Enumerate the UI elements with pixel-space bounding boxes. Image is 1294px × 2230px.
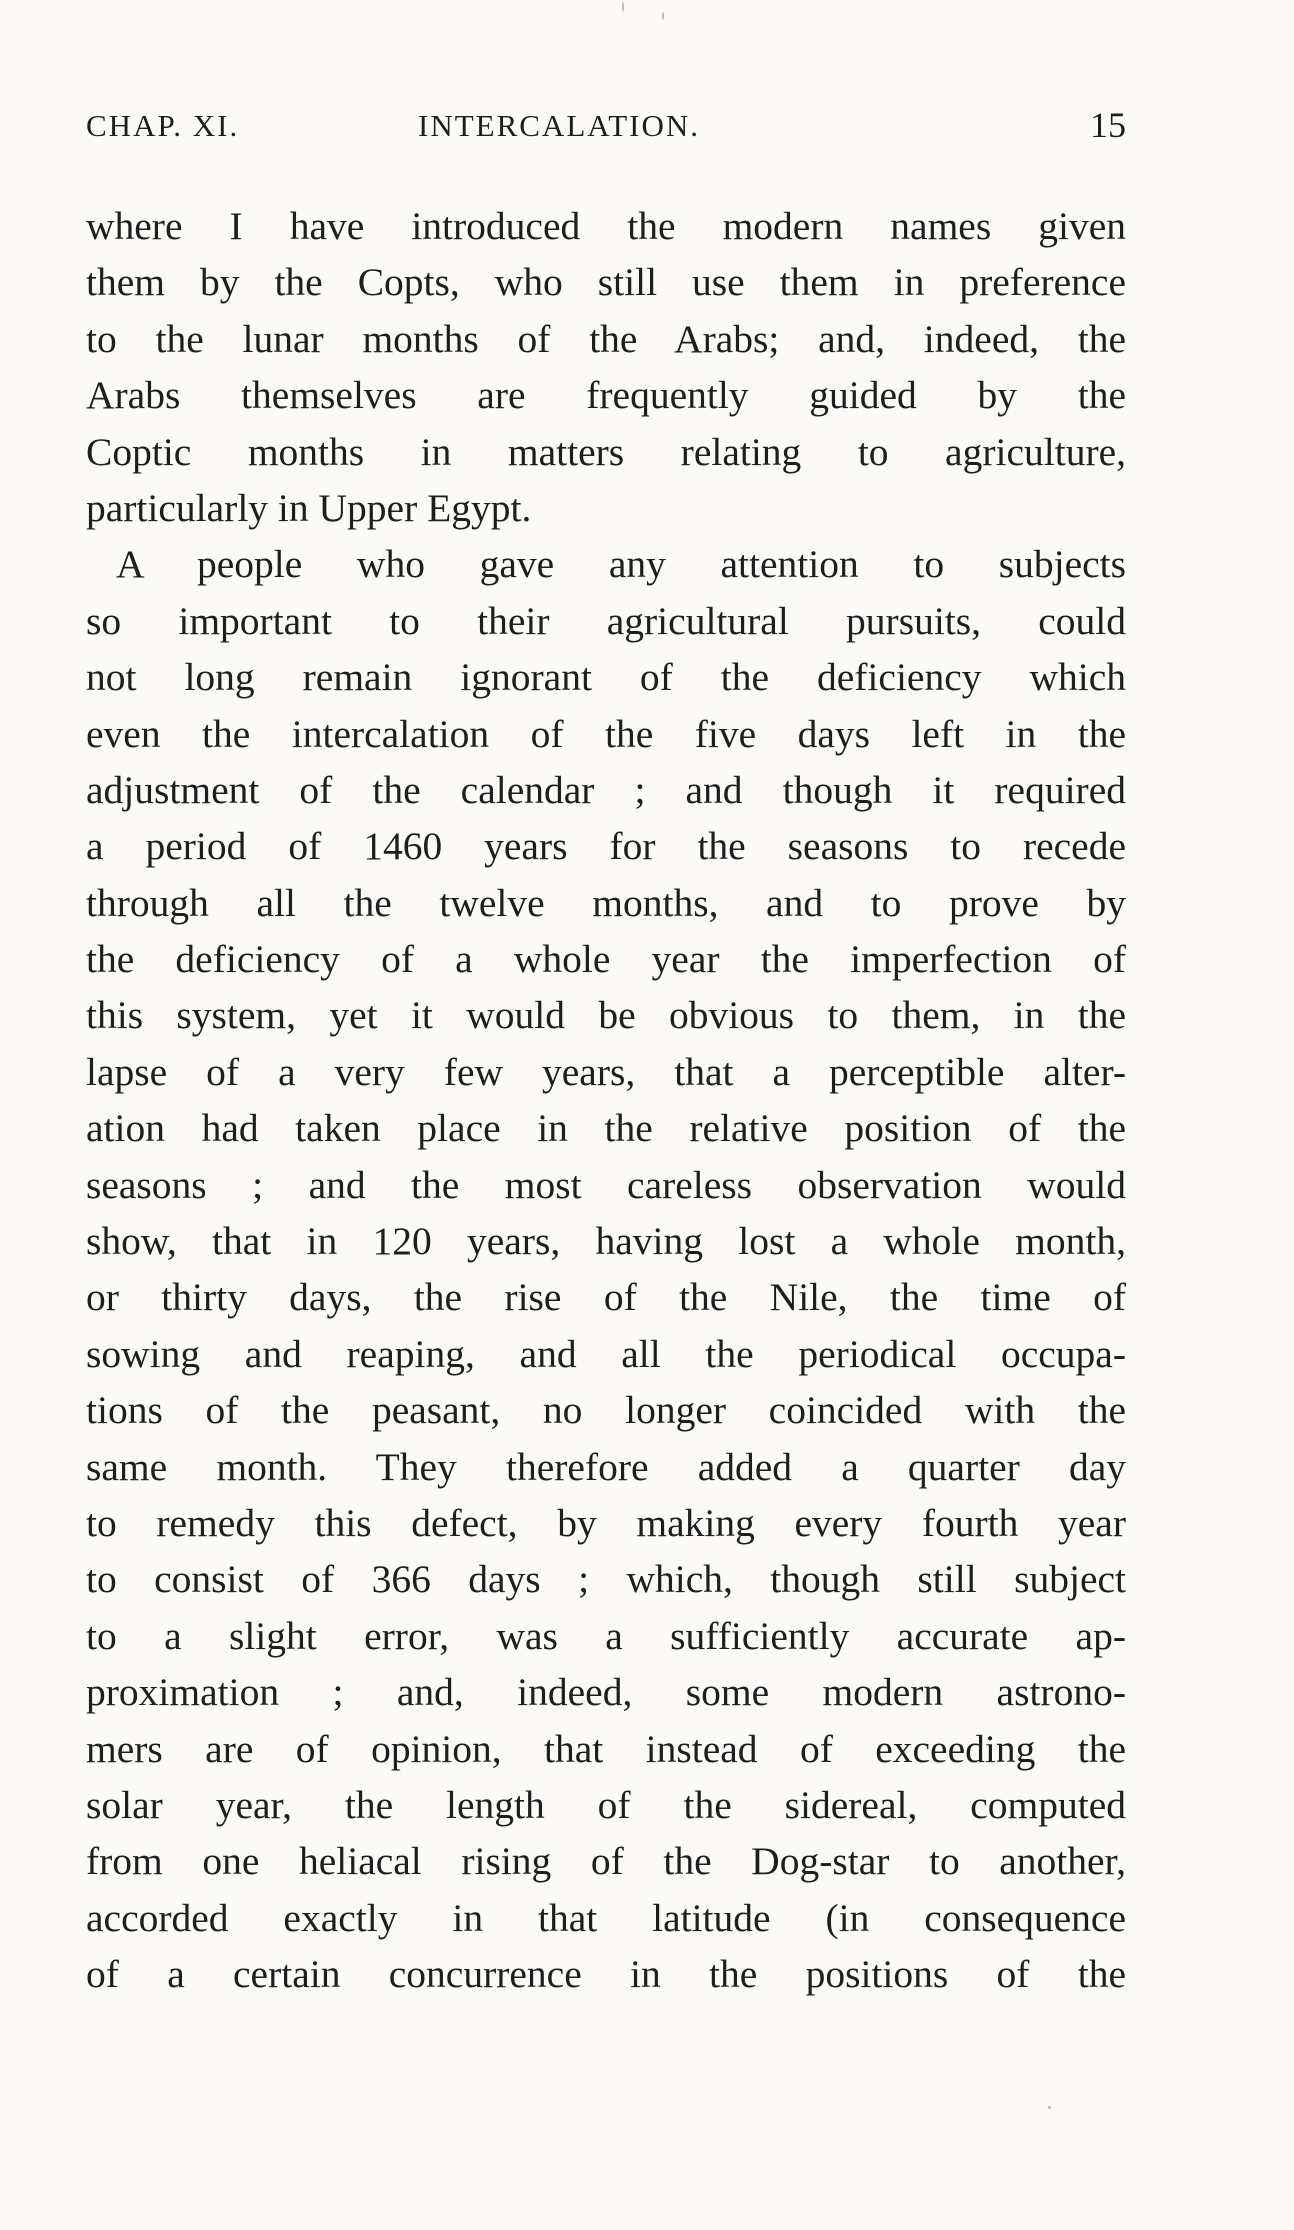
- text-line: or thirty days, the rise of the Nile, the time of: [86, 1275, 1126, 1320]
- text-line: tions of the peasant, no longer coincided with the: [86, 1388, 1126, 1433]
- paper-speck: [662, 12, 664, 20]
- text-line: a period of 1460 years for the seasons to recede: [86, 824, 1126, 869]
- text-line: accorded exactly in that latitude (in consequence: [86, 1895, 1126, 1940]
- running-head: [86, 105, 1126, 152]
- text-line: lapse of a very few years, that a perceptible alter-: [86, 1049, 1126, 1094]
- text-line: this system, yet it would be obvious to them, in the: [86, 993, 1126, 1038]
- text-line: solar year, the length of the sidereal, computed: [86, 1782, 1126, 1827]
- body-text: [86, 198, 1126, 2003]
- text-line: Arabs themselves are frequently guided by the: [86, 373, 1126, 418]
- text-line: through all the twelve months, and to prove by: [86, 880, 1126, 925]
- text-line: same month. They therefore added a quarter day: [86, 1444, 1126, 1489]
- text-line: Coptic months in matters relating to agriculture,: [86, 429, 1126, 474]
- text-line: sowing and reaping, and all the periodical occupa-: [86, 1331, 1126, 1376]
- text-line: adjustment of the calendar ; and though it required: [86, 767, 1126, 812]
- text-line: even the intercalation of the five days left in the: [86, 711, 1126, 756]
- text-line: where I have introduced the modern names given: [86, 204, 1126, 248]
- text-line: show, that in 120 years, having lost a whole month,: [86, 1219, 1126, 1264]
- text-line: seasons ; and the most careless observation would: [86, 1162, 1126, 1207]
- text-line: the deficiency of a whole year the imperfection of: [86, 937, 1126, 982]
- text-line: to remedy this defect, by making every fourth year: [86, 1500, 1126, 1545]
- chapter-label: CHAP. XI.: [86, 108, 240, 143]
- text-line: particularly in Upper Egypt.: [86, 485, 532, 530]
- page-number: 15: [1090, 105, 1126, 145]
- running-title: INTERCALATION.: [418, 108, 700, 143]
- text-line: mers are of opinion, that instead of exceeding the: [86, 1726, 1126, 1771]
- text-line: to consist of 366 days ; which, though still subject: [86, 1557, 1126, 1602]
- text-line: of a certain concurrence in the positions of the: [86, 1952, 1126, 1997]
- text-line: them by the Copts, who still use them in preference: [86, 260, 1126, 305]
- text-line: proximation ; and, indeed, some modern astrono-: [86, 1670, 1126, 1715]
- text-line: not long remain ignorant of the deficiency which: [86, 655, 1126, 700]
- text-line: ation had taken place in the relative position of the: [86, 1106, 1126, 1151]
- text-line: so important to their agricultural pursuits, could: [86, 598, 1126, 643]
- paper-speck: [1048, 2106, 1051, 2109]
- paragraph-start-line: A people who gave any attention to subjects: [116, 542, 1126, 587]
- text-line: to a slight error, was a sufficiently accurate ap-: [86, 1613, 1126, 1658]
- text-line: to the lunar months of the Arabs; and, indeed, the: [86, 316, 1126, 361]
- paper-speck: [622, 2, 624, 12]
- text-line: from one heliacal rising of the Dog-star to another,: [86, 1839, 1126, 1884]
